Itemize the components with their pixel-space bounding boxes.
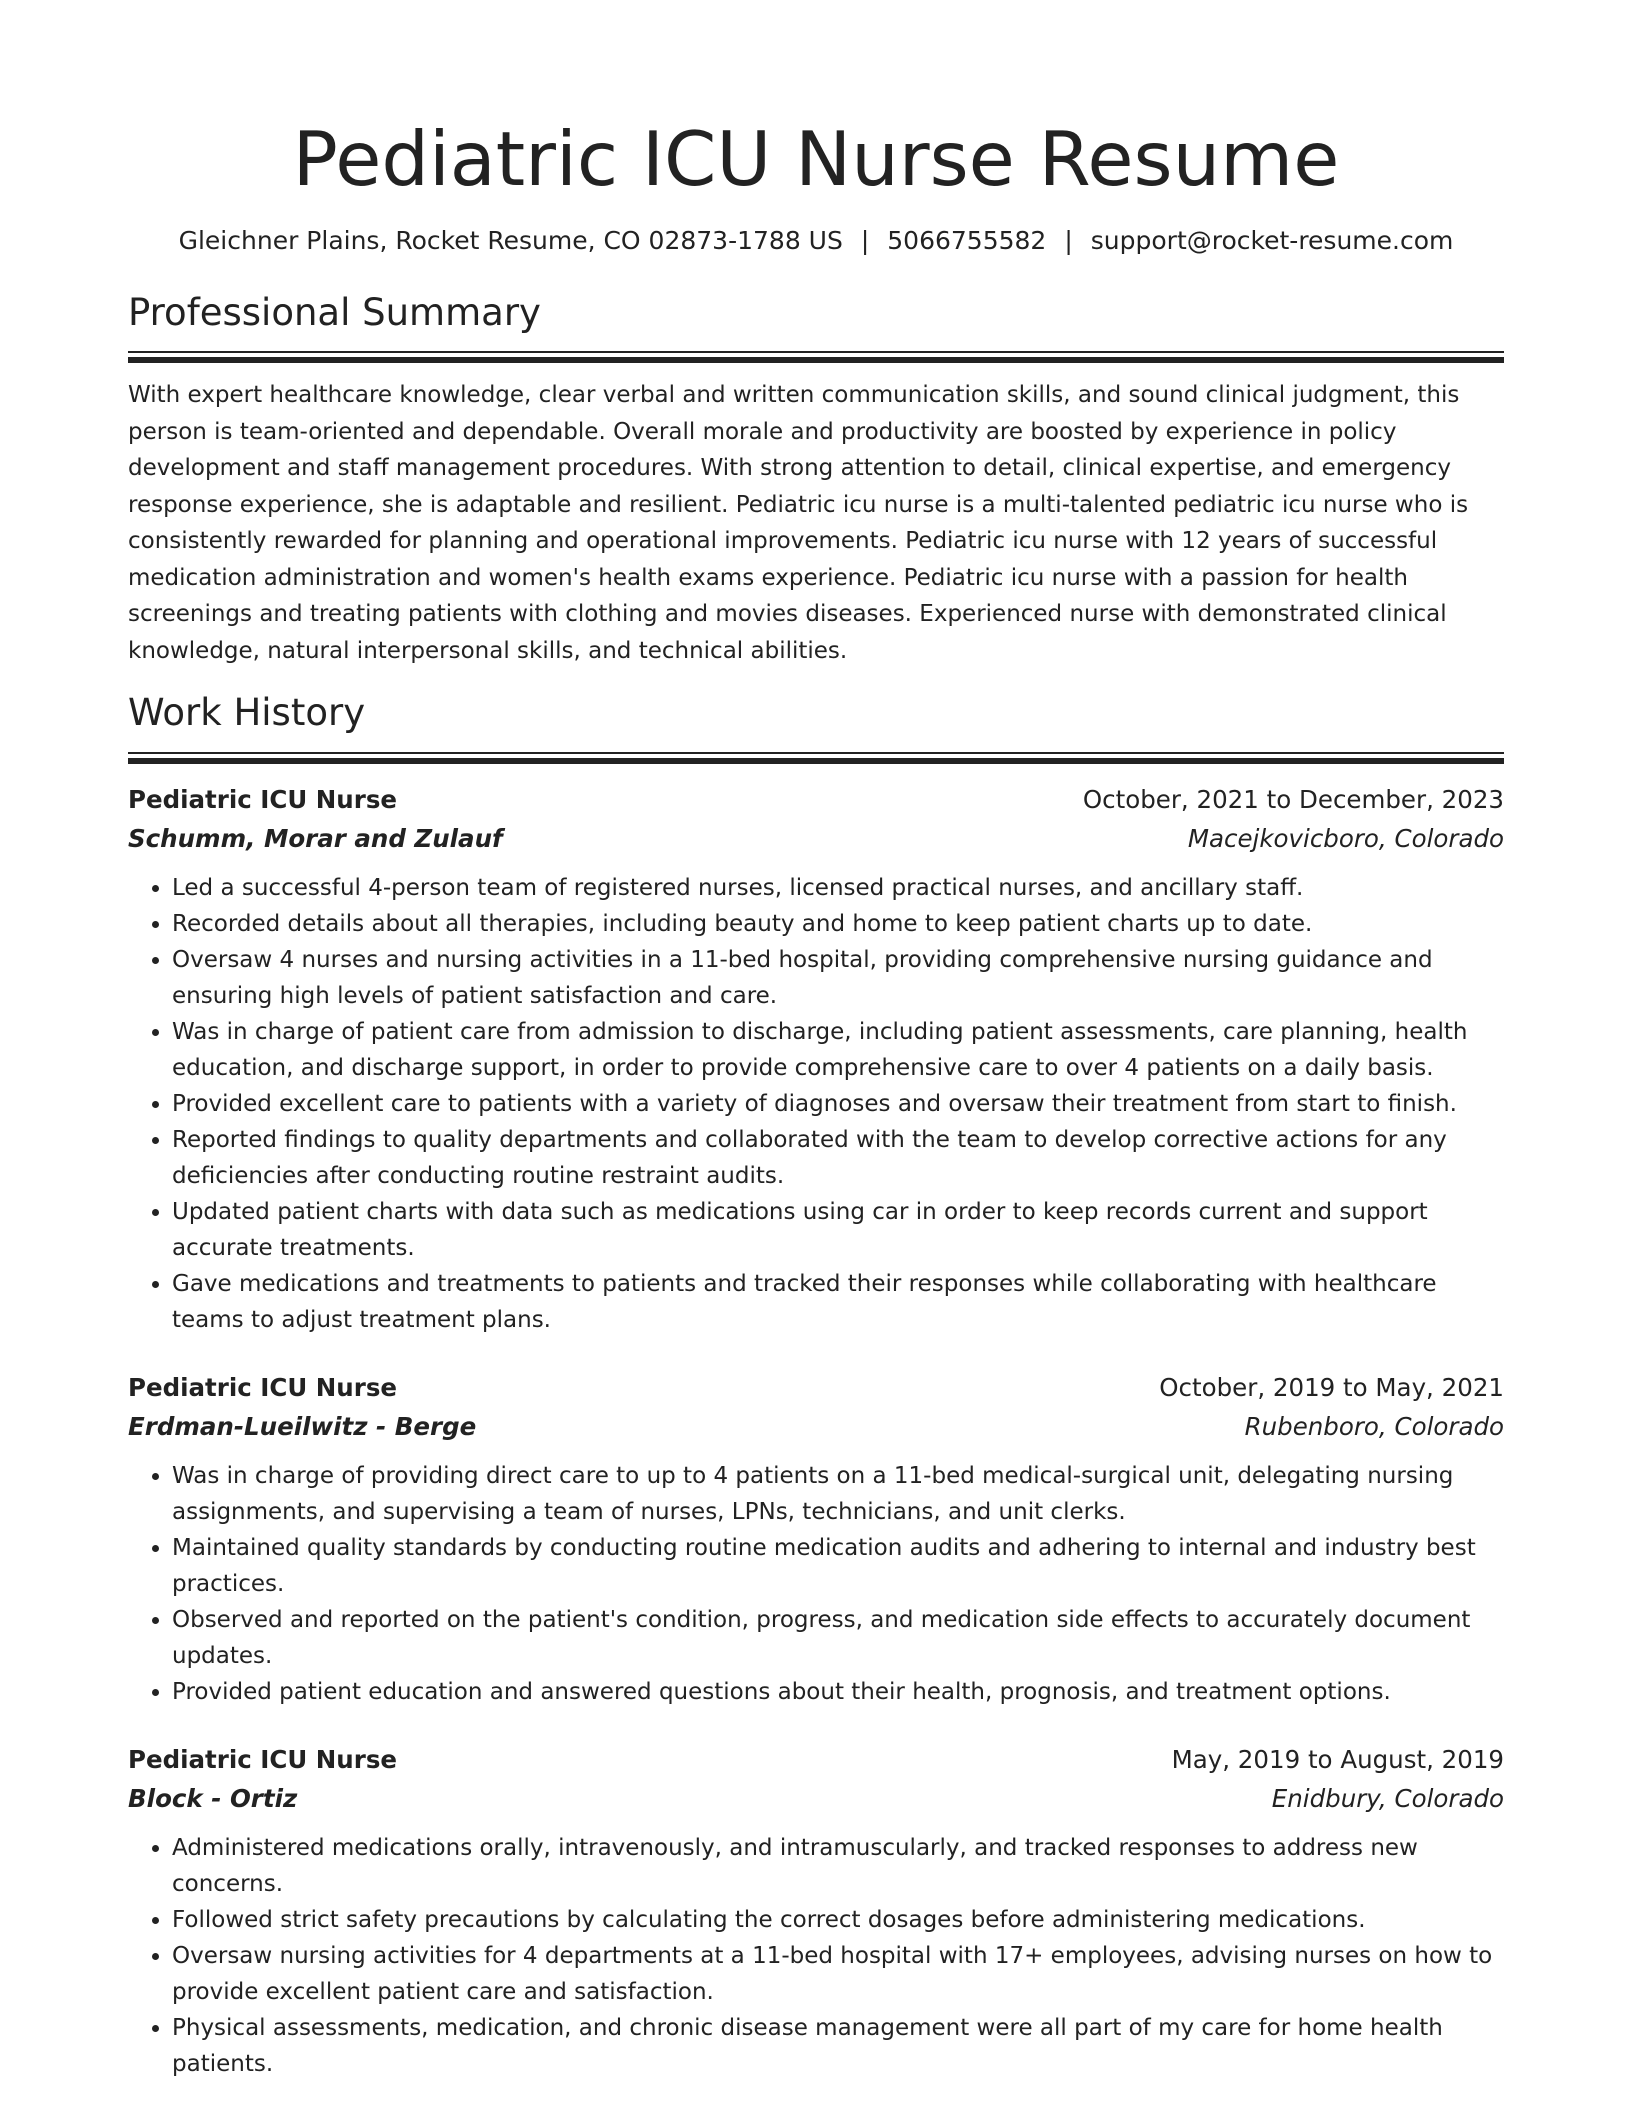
duty-item: • Reported findings to quality departments and collaborated with the team to develop corrective actions for any deficiencies after conducting routine restraint audits. [172, 1122, 1504, 1194]
job-company: Block - Ortiz [128, 1783, 298, 1813]
job-location: Enidbury, Colorado [1271, 1783, 1504, 1813]
contact-line [128, 225, 1504, 258]
job-title: Pediatric ICU Nurse [128, 1372, 398, 1402]
job-location: Rubenboro, Colorado [1244, 1411, 1504, 1441]
duty-item: • Updated patient charts with data such as medications using car in order to keep records current and support accurate treatments. [172, 1194, 1504, 1266]
job-dates: May, 2019 to August, 2019 [1171, 1744, 1504, 1774]
duty-item: • Was in charge of patient care from admission to discharge, including patient assessments, care planning, health education, and discharge support, in order to provide comprehensive care to over 4 patients on a daily basis. [172, 1014, 1504, 1086]
resume-title: Pediatric ICU Nurse Resume [292, 115, 1340, 203]
contact-separator: | [1064, 225, 1073, 255]
professional-summary-section [128, 291, 1504, 669]
job-duties-list [128, 1458, 1504, 1710]
job-dates: October, 2021 to December, 2023 [1082, 784, 1504, 814]
work-history-section [128, 691, 1504, 2081]
duty-item: • Maintained quality standards by conducting routine medication audits and adhering to internal and industry best practices. [172, 1530, 1504, 1602]
job-header-row [128, 1368, 1504, 1407]
duty-item: • Followed strict safety precautions by calculating the correct dosages before administering medications. [172, 1902, 1504, 1938]
duty-item: • Provided patient education and answered questions about their health, prognosis, and treatment options. [172, 1674, 1504, 1710]
summary-text: With expert healthcare knowledge, clear verbal and written communication skills, and sound clinical judgment, this person is team-oriented and dependable. Overall morale and productivity are boosted by experience in policy development and staff management procedures. With strong attention to detail, clinical expertise, and emergency response experience, she is adaptable and resilient. Pediatric icu nurse is a multi-talented pediatric icu nurse who is consistently rewarded for planning and operational improvements. Pediatric icu nurse with 12 years of successful medication administration and women's health exams experience. Pediatric icu nurse with a passion for health screenings and treating patients with clothing and movies diseases. Experienced nurse with demonstrated clinical knowledge, natural interpersonal skills, and technical abilities. [128, 382, 1469, 664]
contact-separator: | [860, 225, 870, 255]
job-company: Schumm, Morar and Zulauf [128, 823, 503, 853]
job-employer-row [128, 819, 1504, 858]
duty-item: • Oversaw nursing activities for 4 departments at a 11-bed hospital with 17+ employees, advising nurses on how to provide excellent patient care and satisfaction. [172, 1938, 1504, 2010]
job-entry [128, 1740, 1504, 2082]
section-heading-summary: Professional Summary [128, 291, 541, 334]
job-title: Pediatric ICU Nurse [128, 784, 398, 814]
duty-item: • Provided excellent care to patients with a variety of diagnoses and oversaw their treatment from start to finish. [172, 1086, 1504, 1122]
section-divider [128, 351, 1504, 363]
job-entry [128, 1368, 1504, 1710]
job-location: Macejkovicboro, Colorado [1187, 823, 1504, 853]
contact-phone: 5066755582 [887, 225, 1047, 255]
duty-item: • Gave medications and treatments to patients and tracked their responses while collaborating with healthcare teams to adjust treatment plans. [172, 1266, 1504, 1338]
job-header-row [128, 780, 1504, 819]
duty-item: • Observed and reported on the patient's condition, progress, and medication side effects to accurately document updates. [172, 1602, 1504, 1674]
duty-item: • Recorded details about all therapies, including beauty and home to keep patient charts up to date. [172, 906, 1504, 942]
duty-item: • Physical assessments, medication, and chronic disease management were all part of my care for home health patients. [172, 2010, 1504, 2082]
duty-item: • Administered medications orally, intravenously, and intramuscularly, and tracked responses to address new concerns. [172, 1830, 1504, 1902]
contact-address: Gleichner Plains, Rocket Resume, CO 02873-1788 US [178, 225, 843, 255]
job-employer-row [128, 1779, 1504, 1818]
job-company: Erdman-Lueilwitz - Berge [128, 1411, 477, 1441]
job-duties-list [128, 1830, 1504, 2082]
duty-item: • Was in charge of providing direct care to up to 4 patients on a 11-bed medical-surgical unit, delegating nursing assignments, and supervising a team of nurses, LPNs, technicians, and unit clerks. [172, 1458, 1504, 1530]
contact-email: support@rocket-resume.com [1090, 225, 1454, 255]
section-divider [128, 752, 1504, 764]
job-header-row [128, 1740, 1504, 1779]
job-dates: October, 2019 to May, 2021 [1159, 1372, 1504, 1402]
section-heading-work-history: Work History [128, 691, 366, 735]
duty-item: • Oversaw 4 nurses and nursing activities in a 11-bed hospital, providing comprehensive nursing guidance and ensuring high levels of patient satisfaction and care. [172, 942, 1504, 1014]
job-duties-list [128, 870, 1504, 1338]
job-title: Pediatric ICU Nurse [128, 1744, 398, 1774]
duty-item: • Led a successful 4-person team of registered nurses, licensed practical nurses, and ancillary staff. [172, 870, 1504, 906]
job-employer-row [128, 1407, 1504, 1446]
job-entry [128, 780, 1504, 1338]
